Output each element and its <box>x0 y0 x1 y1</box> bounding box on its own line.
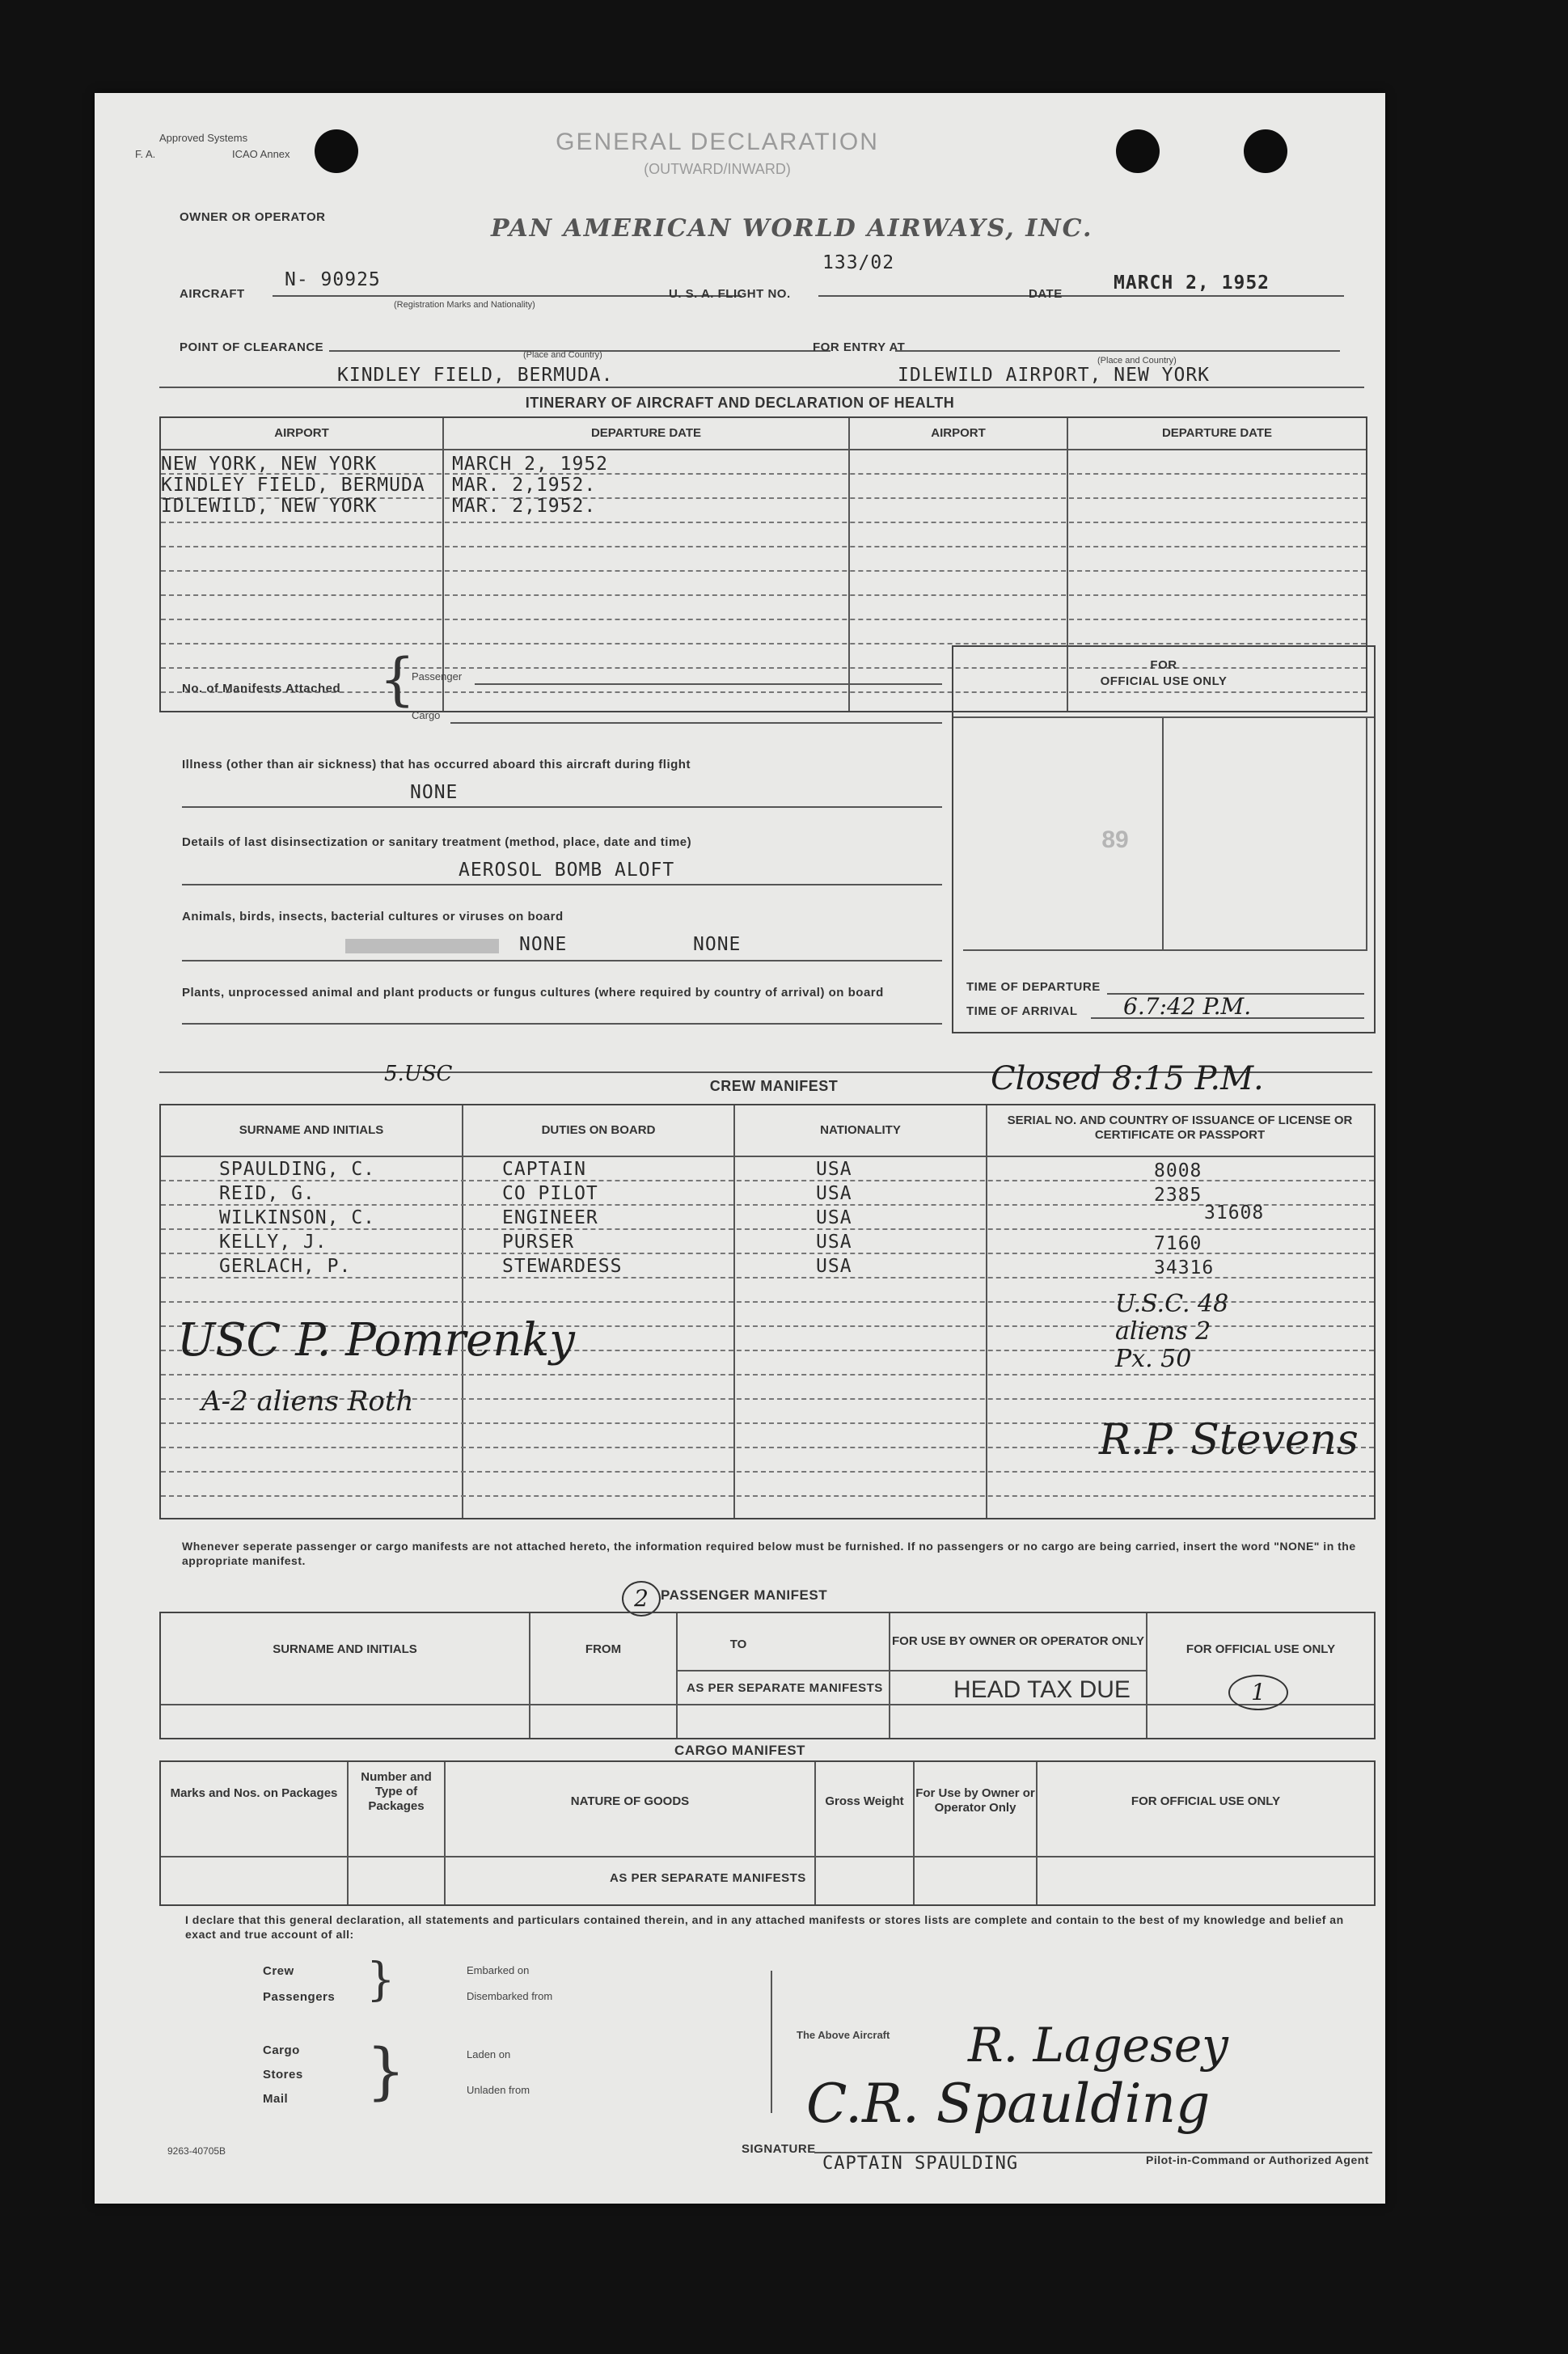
passenger-label: Passenger <box>412 670 463 683</box>
crew-serial: 34316 <box>1154 1257 1215 1278</box>
entry-label: FOR ENTRY AT <box>813 340 906 354</box>
crew-aliens-note: A-2 aliens Roth <box>201 1385 414 1418</box>
official-title-2: OFFICIAL USE ONLY <box>1100 674 1228 688</box>
decl-mail: Mail <box>263 2092 289 2106</box>
itinerary-header: AIRPORT <box>274 426 329 440</box>
brace: { <box>379 646 416 712</box>
declaration-text: I declare that this general declaration, all statements and particulars contained therein, and in any attached manifests or stores lists are complete and contain to the best of my knowledge and belief an exact and true account of all: <box>185 1913 1344 1941</box>
crew-name: SPAULDING, C. <box>219 1159 376 1180</box>
crew-nationality: USA <box>816 1207 852 1228</box>
crew-tally-3: Px. 50 <box>1115 1345 1192 1373</box>
crew-nationality: USA <box>816 1256 852 1277</box>
crew-header: SERIAL NO. AND COUNTRY OF ISSUANCE OF LICENSE OR CERTIFICATE OR PASSPORT <box>1007 1114 1353 1142</box>
crew-name: KELLY, J. <box>219 1232 328 1253</box>
illness-value: NONE <box>410 782 459 803</box>
crew-name: WILKINSON, C. <box>219 1207 376 1228</box>
crew-serial: 31608 <box>1204 1202 1265 1223</box>
passenger-count: 2 <box>622 1581 661 1617</box>
itinerary-date: MAR. 2,1952. <box>452 475 597 496</box>
crew-serial: 8008 <box>1154 1160 1202 1181</box>
passenger-separate: AS PER SEPARATE MANIFESTS <box>687 1681 883 1695</box>
illness-label: Illness (other than air sickness) that has occurred aboard this aircraft during flight <box>182 758 691 771</box>
aircraft-value: N- 90925 <box>285 269 381 290</box>
signature-top: R. Lagesey <box>968 2018 1228 2073</box>
captain-typed: CAPTAIN SPAULDING <box>822 2153 1019 2174</box>
itinerary-header: DEPARTURE DATE <box>1161 426 1273 440</box>
animals-value: NONE <box>519 934 568 955</box>
crew-header: DUTIES ON BOARD <box>541 1123 656 1137</box>
crew-duty: CAPTAIN <box>502 1159 586 1180</box>
flight-label: U. S. A. FLIGHT NO. <box>669 287 791 301</box>
signature-main: C.R. Spaulding <box>806 2073 1211 2135</box>
crew-table <box>159 1104 1376 1519</box>
itinerary-title: ITINERARY OF AIRCRAFT AND DECLARATION OF HEALTH <box>525 395 955 411</box>
punch-hole <box>1116 129 1160 173</box>
itinerary-date: MARCH 2, 1952 <box>452 454 609 475</box>
cargo-header: Number and Type of Packages <box>361 1770 432 1813</box>
disinsect-value: AEROSOL BOMB ALOFT <box>459 860 675 881</box>
head-tax-label: HEAD TAX DUE <box>953 1676 1131 1703</box>
cargo-header: Marks and Nos. on Packages <box>170 1786 338 1800</box>
itinerary-airport: KINDLEY FIELD, BERMUDA <box>161 475 425 496</box>
crew-title: CREW MANIFEST <box>709 1078 839 1094</box>
cargo-label: Cargo <box>412 709 441 721</box>
passenger-header: FOR USE BY OWNER OR OPERATOR ONLY <box>892 1634 1144 1648</box>
itinerary-header: DEPARTURE DATE <box>590 426 702 440</box>
form-title: GENERAL DECLARATION <box>556 129 879 155</box>
official-use-box <box>952 645 1376 1033</box>
disinsect-label: Details of last disinsectization or sanitary treatment (method, place, date and time) <box>182 835 692 849</box>
crew-signature-right: R.P. Stevens <box>1099 1416 1359 1464</box>
clearance-label: POINT OF CLEARANCE <box>180 340 324 354</box>
itinerary-airport: IDLEWILD, NEW YORK <box>161 496 378 517</box>
passenger-header: SURNAME AND INITIALS <box>273 1642 417 1656</box>
above-aircraft: The Above Aircraft <box>797 2029 890 2041</box>
form-subtitle: (OUTWARD/INWARD) <box>644 161 791 177</box>
crew-duty: STEWARDESS <box>502 1256 623 1277</box>
decl-disembarked: Disembarked from <box>467 1990 553 2002</box>
cargo-header: FOR OFFICIAL USE ONLY <box>1131 1794 1281 1808</box>
plants-label: Plants, unprocessed animal and plant products or fungus cultures (where required by country of arrival) on board <box>182 986 884 999</box>
crew-serial: 7160 <box>1154 1233 1202 1254</box>
decl-passengers: Passengers <box>263 1990 336 2004</box>
redaction-mark <box>345 939 499 953</box>
registration-caption: (Registration Marks and Nationality) <box>394 300 535 310</box>
clearance-value: KINDLEY FIELD, BERMUDA. <box>337 365 614 386</box>
crew-duty: CO PILOT <box>502 1183 598 1204</box>
crew-tally-2: aliens 2 <box>1115 1317 1211 1346</box>
official-stamp: 89 <box>1101 826 1129 853</box>
crew-nationality: USA <box>816 1232 852 1253</box>
passenger-header: TO <box>729 1638 747 1651</box>
passenger-header: FOR OFFICIAL USE ONLY <box>1186 1642 1336 1656</box>
cargo-header: For Use by Owner or Operator Only <box>915 1786 1035 1815</box>
cargo-separate: AS PER SEPARATE MANIFESTS <box>610 1871 806 1885</box>
animals-value-2: NONE <box>693 934 742 955</box>
official-title-1: FOR <box>1150 658 1177 672</box>
itinerary-header: AIRPORT <box>931 426 986 440</box>
crew-serial: 2385 <box>1154 1185 1202 1206</box>
decl-crew: Crew <box>263 1964 294 1978</box>
crew-nationality: USA <box>816 1183 852 1204</box>
crew-duty: ENGINEER <box>502 1207 598 1228</box>
passenger-header: FROM <box>585 1642 622 1656</box>
cargo-header: Gross Weight <box>825 1794 904 1808</box>
crew-name: REID, G. <box>219 1183 315 1204</box>
declaration-form <box>95 93 1385 2204</box>
flight-value: 133/02 <box>822 252 895 273</box>
place-caption-left: (Place and Country) <box>523 350 602 360</box>
decl-stores: Stores <box>263 2068 303 2081</box>
itinerary-airport: NEW YORK, NEW YORK <box>161 454 378 475</box>
corner-note-3: ICAO Annex <box>232 148 290 160</box>
decl-laden: Laden on <box>467 2048 511 2060</box>
passenger-title: PASSENGER MANIFEST <box>661 1587 828 1603</box>
crew-name: GERLACH, P. <box>219 1256 352 1277</box>
aircraft-label: AIRCRAFT <box>180 287 245 301</box>
corner-note-1: Approved Systems <box>159 132 248 144</box>
arrival-value: 6.7:42 P.M. <box>1123 993 1252 1020</box>
pilot-label: Pilot-in-Command or Authorized Agent <box>1146 2153 1369 2166</box>
decl-unladen: Unladen from <box>467 2084 530 2096</box>
owner-label: OWNER OR OPERATOR <box>180 210 326 224</box>
animals-label: Animals, birds, insects, bacterial cultures or viruses on board <box>182 910 564 923</box>
date-label: DATE <box>1029 287 1063 301</box>
arrival-label: TIME OF ARRIVAL <box>966 1004 1078 1018</box>
cargo-table <box>159 1760 1376 1906</box>
cargo-header: NATURE OF GOODS <box>570 1794 690 1808</box>
decl-cargo: Cargo <box>263 2043 300 2057</box>
corner-note-2: F. A. <box>135 148 156 160</box>
entry-value: IDLEWILD AIRPORT, NEW YORK <box>898 365 1211 386</box>
date-value: MARCH 2, 1952 <box>1114 273 1270 294</box>
punch-hole <box>1244 129 1287 173</box>
brace: } <box>366 2035 406 2107</box>
crew-note-left: 5.USC <box>384 1062 453 1086</box>
cargo-title: CARGO MANIFEST <box>674 1743 805 1758</box>
crew-header: NATIONALITY <box>820 1123 901 1137</box>
brace: } <box>366 1954 395 2006</box>
head-tax-count: 1 <box>1228 1675 1288 1710</box>
signature-label: SIGNATURE <box>742 2142 816 2156</box>
passenger-table <box>159 1612 1376 1739</box>
itinerary-date: MAR. 2,1952. <box>452 496 597 517</box>
decl-embarked: Embarked on <box>467 1964 530 1976</box>
place-caption-right: (Place and Country) <box>1097 356 1177 366</box>
crew-duty: PURSER <box>502 1232 575 1253</box>
crew-header: SURNAME AND INITIALS <box>239 1123 384 1137</box>
crew-note-right: Closed 8:15 P.M. <box>991 1060 1264 1097</box>
departure-label: TIME OF DEPARTURE <box>966 980 1101 994</box>
crew-signature-left: USC P. Pomrenky <box>177 1314 575 1367</box>
manifests-label: No. of Manifests Attached <box>182 682 341 695</box>
crew-nationality: USA <box>816 1159 852 1180</box>
punch-hole <box>315 129 358 173</box>
owner-value: PAN AMERICAN WORLD AIRWAYS, INC. <box>491 214 1093 243</box>
form-number: 9263-40705B <box>167 2145 226 2157</box>
crew-tally-1: U.S.C. 48 <box>1115 1290 1229 1318</box>
manifest-note: Whenever seperate passenger or cargo manifests are not attached hereto, the information required below must be furnished. If no passengers or no cargo are being carried, insert the word "NONE" in the appropriate manifest. <box>182 1540 1356 1567</box>
